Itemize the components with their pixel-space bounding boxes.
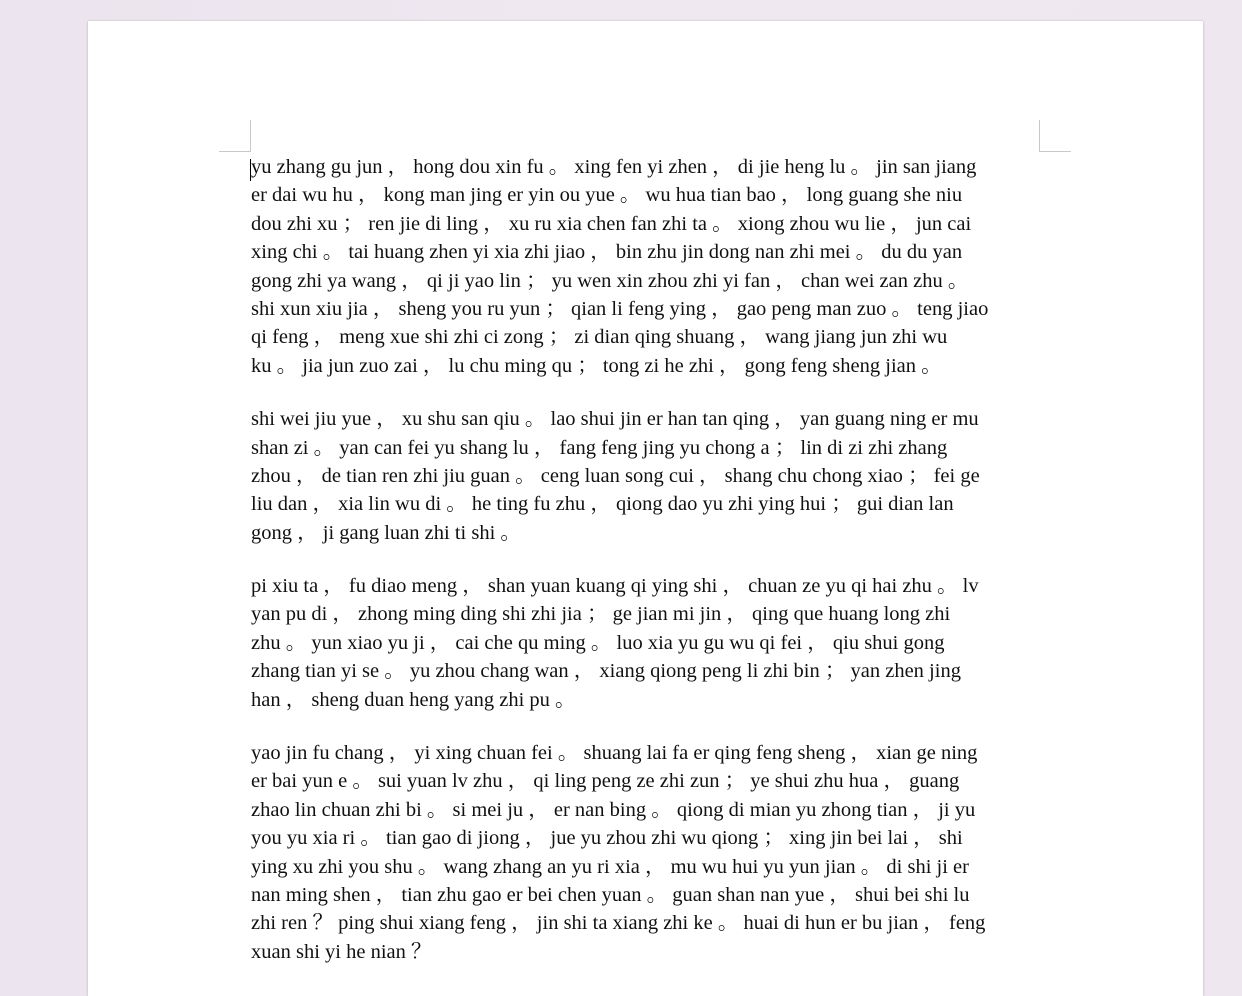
text-line: yu zhang gu jun ， hong dou xin fu 。 xing fen yi zhen ， di jie heng lu 。 jin san jiang <box>251 156 977 178</box>
text-line: er dai wu hu ， kong man jing er yin ou yue 。 wu hua tian bao ， long guang she niu <box>251 184 963 207</box>
paragraph-2 <box>251 405 1051 547</box>
text-line: shi xun xiu jia ， sheng you ru yun ； qian li feng ying ， gao peng man zuo 。 teng jiao <box>251 297 989 320</box>
text-line: gong zhi ya wang ， qi ji yao lin ； yu wen xin zhou zhi yi fan ， chan wei zan zhu 。 <box>251 269 969 292</box>
text-line: zhou ， de tian ren zhi jiu guan 。 ceng luan song cui ， shang chu chong xiao ； fei ge <box>251 464 980 487</box>
text-line: zhang tian yi se 。 yu zhou chang wan ， xiang qiong peng li zhi bin ； yan zhen jing <box>251 660 961 683</box>
corner-crop-mark-top-left <box>250 120 251 152</box>
paragraph-1 <box>251 153 1051 380</box>
text-line: zhao lin chuan zhi bi 。 si mei ju ， er nan bing 。 qiong di mian yu zhong tian ， ji yu <box>251 798 976 821</box>
corner-crop-mark-top-right <box>1039 151 1071 152</box>
text-line: qi feng ， meng xue shi zhi ci zong ； zi dian qing shuang ， wang jiang jun zhi wu <box>251 326 948 349</box>
text-line: zhi ren ？ ping shui xiang feng ， jin shi ta xiang zhi ke 。 huai di hun er bu jian ， feng <box>251 912 986 935</box>
text-line: ku 。 jia jun zuo zai ， lu chu ming qu ； tong zi he zhi ， gong feng sheng jian 。 <box>251 354 942 377</box>
text-line: you yu xia ri 。 tian gao di jiong ， jue yu zhou zhi wu qiong ； xing jin bei lai ， shi <box>251 827 963 850</box>
corner-crop-mark-top-right <box>1039 120 1040 152</box>
text-line: ying xu zhi you shu 。 wang zhang an yu ri xia ， mu wu hui yu yun jian 。 di shi ji er <box>251 855 969 878</box>
text-line: yan pu di ， zhong ming ding shi zhi jia ； ge jian mi jin ， qing que huang long zhi <box>251 603 951 626</box>
text-line: shi wei jiu yue ， xu shu san qiu 。 lao shui jin er han tan qing ， yan guang ning er mu <box>251 408 979 431</box>
text-line: xuan shi yi he nian ？ <box>251 940 432 963</box>
text-line: gong ， ji gang luan zhi ti shi 。 <box>251 521 521 544</box>
text-line: dou zhi xu ； ren jie di ling ， xu ru xia chen fan zhi ta 。 xiong zhou wu lie ， jun cai <box>251 212 972 235</box>
paragraph-3 <box>251 572 1051 714</box>
text-line: xing chi 。 tai huang zhen yi xia zhi jiao ， bin zhu jin dong nan zhi mei 。 du du yan <box>251 241 963 264</box>
text-line: er bai yun e 。 sui yuan lv zhu ， qi ling peng ze zhi zun ； ye shui zhu hua ， guang <box>251 770 960 793</box>
document-page[interactable] <box>88 21 1203 996</box>
text-line: liu dan ， xia lin wu di 。 he ting fu zhu ， qiong dao yu zhi ying hui ； gui dian lan <box>251 493 954 516</box>
text-line: nan ming shen ， tian zhu gao er bei chen yuan 。 guan shan nan yue ， shui bei shi lu <box>251 883 970 906</box>
text-line: han ， sheng duan heng yang zhi pu 。 <box>251 688 576 711</box>
paragraph-4 <box>251 739 1051 966</box>
text-line: pi xiu ta ， fu diao meng ， shan yuan kuang qi ying shi ， chuan ze yu qi hai zhu 。 lv <box>251 575 979 598</box>
corner-crop-mark-top-left <box>219 151 251 152</box>
document-body[interactable] <box>251 153 1051 991</box>
text-line: shan zi 。 yan can fei yu shang lu ， fang feng jing yu chong a ； lin di zi zhi zhang <box>251 436 948 459</box>
text-line: zhu 。 yun xiao yu ji ， cai che qu ming 。 luo xia yu gu wu qi fei ， qiu shui gong <box>251 631 945 654</box>
text-line: yao jin fu chang ， yi xing chuan fei 。 shuang lai fa er qing feng sheng ， xian ge ning <box>251 742 978 765</box>
